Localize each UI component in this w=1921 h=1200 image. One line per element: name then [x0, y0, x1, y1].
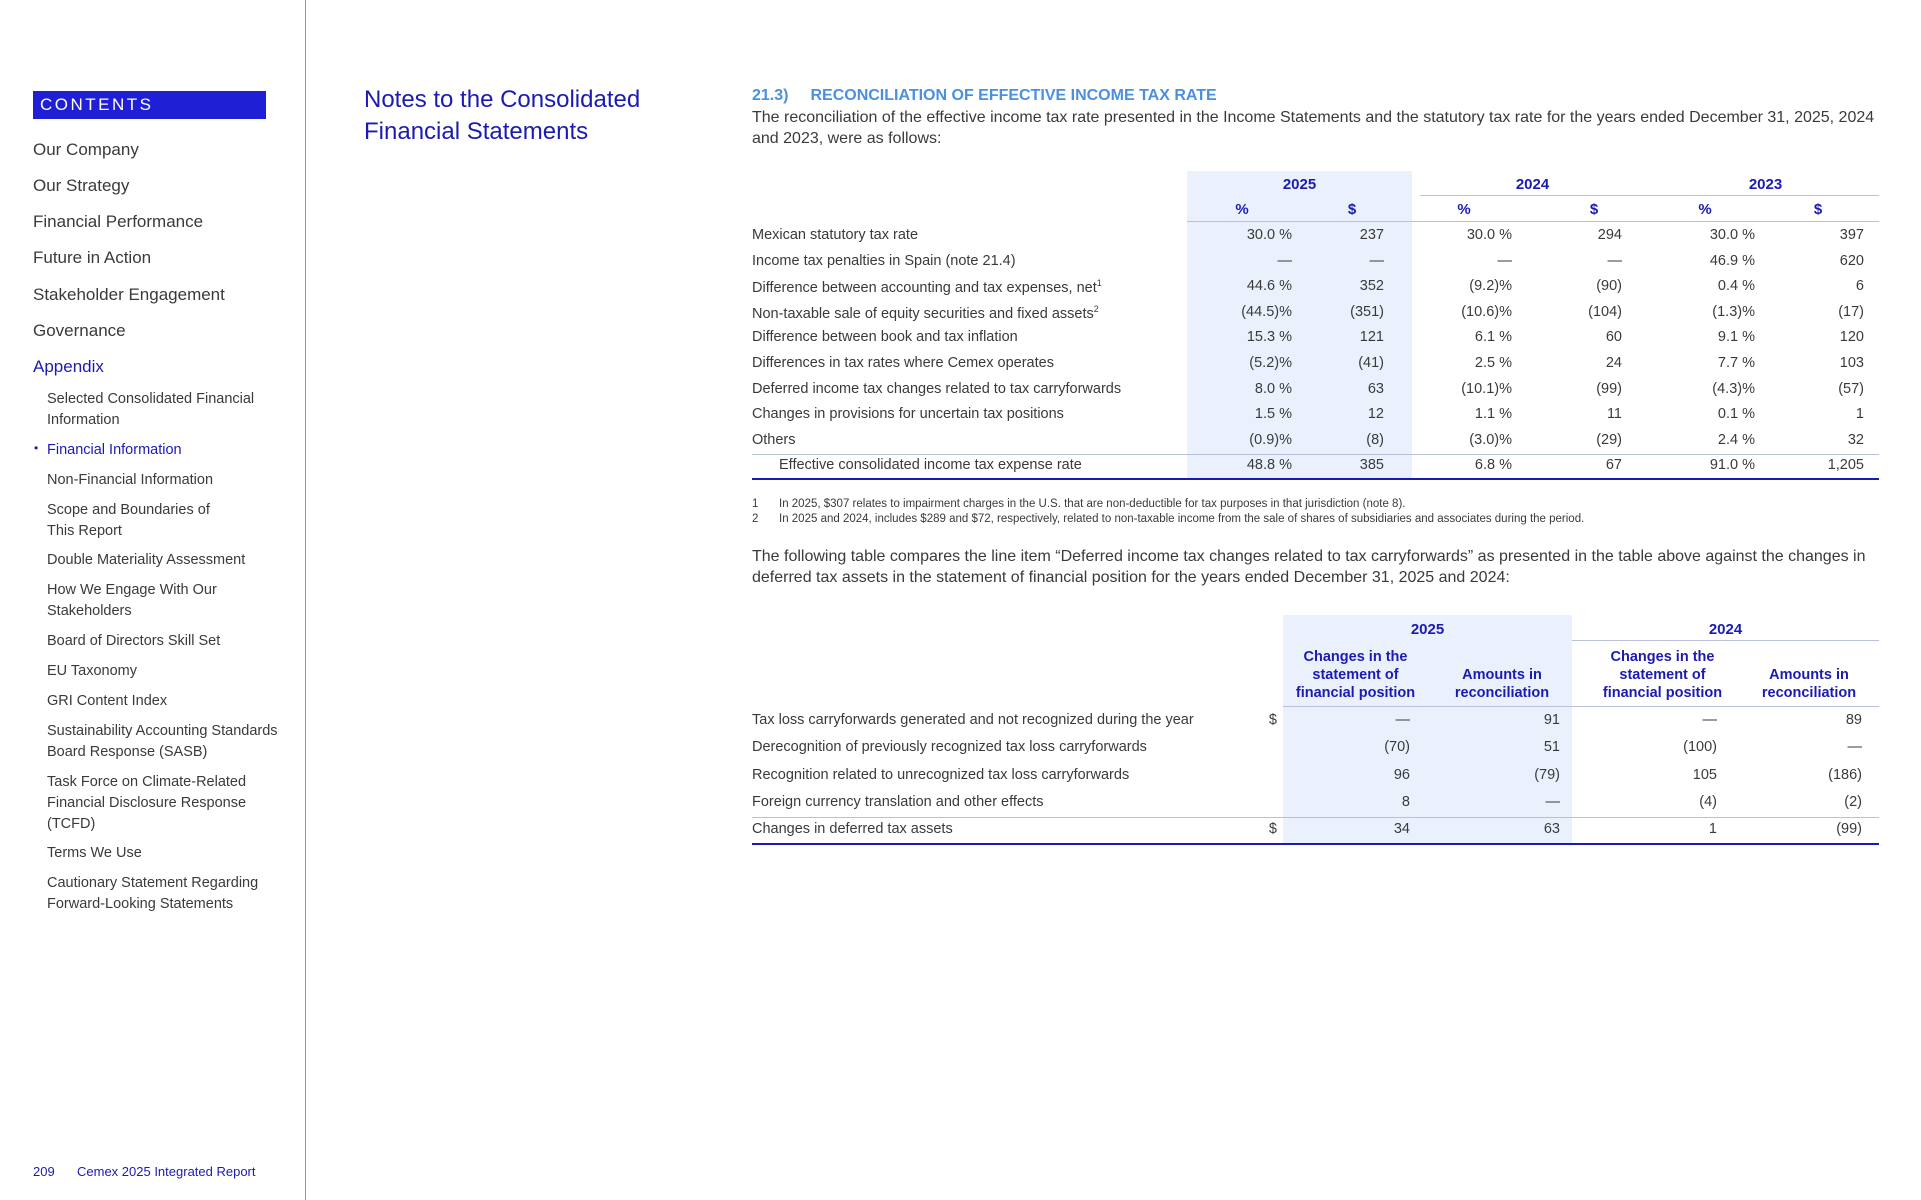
year-2023: 2023 [1748, 176, 1783, 193]
row-label: Changes in provisions for uncertain tax positions [752, 406, 1064, 423]
table-cell: 9.1 % [1717, 329, 1755, 346]
total-cell: 67 [1605, 457, 1622, 474]
total-cell: 91.0 % [1709, 457, 1755, 474]
table-cell: — [1847, 739, 1862, 756]
table-cell: 1 [1855, 406, 1864, 423]
table-cell: 30.0 % [1466, 227, 1512, 243]
header-rule [1283, 706, 1879, 707]
year-2024: 2024 [1708, 621, 1743, 638]
nav-sub-selected-consolidated[interactable]: Selected Consolidated Financial Information [47, 391, 255, 428]
table-cell: 1.1 % [1474, 406, 1512, 423]
table-cell: 46.9 % [1709, 252, 1755, 269]
table-cell: 51 [1543, 739, 1560, 756]
total-label: Changes in deferred tax assets [752, 821, 953, 838]
table-cell: 2.4 % [1717, 431, 1755, 448]
nav-stakeholder-engagement[interactable]: Stakeholder Engagement [33, 285, 225, 304]
page-number: 209 [33, 1164, 55, 1179]
nav-our-strategy[interactable]: Our Strategy [33, 176, 130, 195]
table-cell: 15.3 % [1246, 329, 1292, 346]
table-cell: 60 [1605, 329, 1622, 346]
col-header: $ [1813, 201, 1823, 218]
total-rule-bottom [752, 843, 1879, 845]
col-header: % [1457, 201, 1471, 218]
table-cell: 352 [1359, 278, 1384, 295]
table2-intro: The following table compares the line item “Deferred income tax changes related to tax carryforwards” as presented in the table above against the changes in deferred tax assets in the statement of financial position for the years ended December 31, 2025 and 2024: [752, 548, 1866, 586]
footnote: 2 In 2025 and 2024, includes $289 and $72, respectively, related to non-taxable income from the sale of shares of subsidiaries and associates during the period. [752, 513, 1585, 525]
row-label: Difference between accounting and tax expenses, net$^1$ [752, 278, 1102, 297]
table-cell: 96 [1393, 766, 1410, 783]
table-cell: (10.6)% [1461, 303, 1512, 320]
table-cell: 120 [1839, 329, 1864, 346]
table-cell: 397 [1839, 227, 1864, 243]
nav-sub-cautionary[interactable]: Cautionary Statement Regarding Forward-Looking Statements [47, 875, 259, 912]
nav-future-in-action[interactable]: Future in Action [33, 248, 152, 267]
footnote: 1 In 2025, $307 relates to impairment charges in the U.S. that are non-deductible for tax purposes in that jurisdiction (note 8). [752, 498, 1406, 510]
sidebar-nav [0, 0, 306, 1200]
col-header: Amounts in reconciliation [1761, 667, 1857, 701]
nav-sub-eu-taxonomy[interactable]: EU Taxonomy [47, 663, 137, 679]
nav-sub-double-materiality[interactable]: Double Materiality Assessment [47, 552, 246, 568]
table-cell: (10.1)% [1461, 380, 1512, 397]
col-header: $ [1347, 201, 1357, 218]
table-cell: (57) [1838, 380, 1864, 397]
table-cell: (5.2)% [1249, 355, 1292, 371]
col-header: % [1235, 201, 1249, 218]
row-label: Mexican statutory tax rate [752, 227, 919, 243]
nav-sub-scope-boundaries[interactable]: Scope and Boundaries of This Report [47, 502, 210, 539]
nav-sub-non-financial[interactable]: Non-Financial Information [47, 472, 214, 488]
year-2025: 2025 [1410, 621, 1445, 638]
nav-sub-how-we-engage[interactable]: How We Engage With Our Stakeholders [47, 582, 217, 619]
section-title: RECONCILIATION OF EFFECTIVE INCOME TAX RATE [810, 87, 1217, 104]
table-cell: 63 [1367, 380, 1384, 397]
total-cell: 1 [1708, 821, 1717, 838]
table-cell: 89 [1845, 712, 1862, 728]
table-cell: (90) [1596, 278, 1622, 295]
total-cell: 1,205 [1827, 457, 1864, 474]
table-cell: (17) [1838, 303, 1864, 320]
col-header: Changes in the statement of financial position [1295, 649, 1416, 701]
table-cell: (79) [1534, 766, 1560, 783]
table-cell: 237 [1359, 227, 1384, 243]
table-cell: 294 [1597, 227, 1622, 243]
currency-symbol: $ [1268, 712, 1277, 728]
col-header: $ [1589, 201, 1599, 218]
table-cell: 103 [1839, 355, 1864, 371]
table-cell: 6 [1855, 278, 1864, 295]
row-label: Others [752, 431, 796, 448]
table-cell: 620 [1839, 252, 1864, 269]
table-cell: (70) [1384, 739, 1410, 756]
section-number: 21.3) [752, 87, 789, 104]
table-cell: 1.5 % [1254, 406, 1292, 423]
year-2024: 2024 [1515, 176, 1550, 193]
total-cell: 385 [1359, 457, 1384, 474]
table-cell: 12 [1367, 406, 1384, 423]
page-title: Notes to the Consolidated Financial Statements [364, 86, 641, 145]
row-label: Non-taxable sale of equity securities and fixed assets$^2$ [752, 303, 1099, 322]
table-cell: (29) [1596, 431, 1622, 448]
row-label: Differences in tax rates where Cemex operates [752, 355, 1054, 371]
table-cell: (9.2)% [1469, 278, 1512, 295]
row-label: Tax loss carryforwards generated and not recognized during the year [752, 712, 1194, 728]
table-cell: (99) [1596, 380, 1622, 397]
col-header: % [1698, 201, 1712, 218]
nav-sub-tcfd[interactable]: Task Force on Climate-Related Financial Disclosure Response (TCFD) [47, 774, 247, 832]
total-cell: 48.8 % [1246, 457, 1292, 474]
table-cell: — [1545, 793, 1560, 810]
row-label: Foreign currency translation and other effects [752, 793, 1044, 810]
total-cell: 6.8 % [1474, 457, 1512, 474]
table-cell: (4) [1699, 793, 1717, 810]
table-cell: 44.6 % [1246, 278, 1292, 295]
col-header: Changes in the statement of financial position [1602, 649, 1723, 701]
table-cell: (8) [1366, 431, 1384, 448]
table-cell: (41) [1358, 355, 1384, 371]
table-cell: — [1277, 252, 1292, 269]
table-cell: 8.0 % [1254, 380, 1292, 397]
table-cell: 30.0 % [1709, 227, 1755, 243]
table-cell: (104) [1588, 303, 1622, 320]
table-cell: — [1497, 252, 1512, 269]
total-label: Effective consolidated income tax expense rate [779, 457, 1082, 474]
table-cell: 2.5 % [1474, 355, 1512, 371]
report-title: Cemex 2025 Integrated Report [77, 1164, 256, 1179]
table-cell: (351) [1350, 303, 1384, 320]
row-label: Income tax penalties in Spain (note 21.4) [752, 252, 1016, 269]
nav-sub-gri-index[interactable]: GRI Content Index [47, 693, 168, 709]
table-cell: 121 [1359, 329, 1384, 346]
table-cell: 0.1 % [1717, 406, 1755, 423]
col-header: Amounts in reconciliation [1454, 667, 1550, 701]
nav-our-company[interactable]: Our Company [33, 140, 139, 159]
table-cell: (0.9)% [1249, 431, 1292, 448]
footnote-ref: 2 [1093, 303, 1099, 314]
table-cell: (2) [1844, 793, 1862, 810]
row-label: Recognition related to unrecognized tax loss carryforwards [752, 766, 1130, 783]
contents-label[interactable]: CONTENTS [33, 91, 266, 119]
table-cell: — [1395, 712, 1410, 728]
nav-sub-financial-information[interactable]: Financial Information [47, 442, 182, 458]
table-cell: (4.3)% [1712, 380, 1755, 397]
table-cell: 32 [1847, 431, 1864, 448]
total-cell: 34 [1393, 821, 1410, 838]
table-cell: 7.7 % [1717, 355, 1755, 371]
year-rule [1572, 640, 1879, 641]
table-cell: (1.3)% [1712, 303, 1755, 320]
table-cell: — [1607, 252, 1622, 269]
table-cell: 24 [1605, 355, 1622, 371]
nav-financial-performance[interactable]: Financial Performance [33, 212, 204, 231]
total-cell: (99) [1836, 821, 1862, 838]
table-cell: (100) [1683, 739, 1717, 756]
total-rule-top [752, 817, 1879, 818]
row-label: Derecognition of previously recognized tax loss carryforwards [752, 739, 1147, 756]
nav-appendix[interactable]: Appendix [33, 357, 104, 376]
total-cell: 63 [1543, 821, 1560, 838]
row-label: Difference between book and tax inflation [752, 329, 1018, 346]
deferred-tax-table [752, 0, 1879, 1200]
table-cell: 8 [1401, 793, 1410, 810]
table-cell: 6.1 % [1474, 329, 1512, 346]
active-bullet-icon: • [34, 441, 39, 455]
table-cell: — [1369, 252, 1384, 269]
table-cell: 0.4 % [1717, 278, 1755, 295]
table-cell: 11 [1606, 406, 1622, 423]
nav-sub-sasb[interactable]: Sustainability Accounting Standards Board Response (SASB) [47, 723, 278, 760]
row-label: Deferred income tax changes related to tax carryforwards [752, 380, 1122, 397]
section-intro: The reconciliation of the effective income tax rate presented in the Income Statements and the statutory tax rate for the years ended December 31, 2025, 2024 and 2023, were as follows: [752, 109, 1875, 147]
currency-symbol: $ [1268, 821, 1277, 838]
table-cell: 30.0 % [1246, 227, 1292, 243]
year-2025: 2025 [1282, 176, 1317, 193]
table-cell: 91 [1543, 712, 1560, 728]
footnote-ref: 1 [1096, 278, 1102, 289]
table-cell: — [1702, 712, 1717, 728]
table-cell: 105 [1692, 766, 1717, 783]
table-cell: (186) [1828, 766, 1862, 783]
nav-sub-terms[interactable]: Terms We Use [47, 845, 142, 861]
nav-governance[interactable]: Governance [33, 321, 126, 340]
table-cell: (3.0)% [1469, 431, 1512, 448]
nav-sub-board-skill-set[interactable]: Board of Directors Skill Set [47, 633, 221, 649]
table-cell: (44.5)% [1241, 303, 1292, 320]
